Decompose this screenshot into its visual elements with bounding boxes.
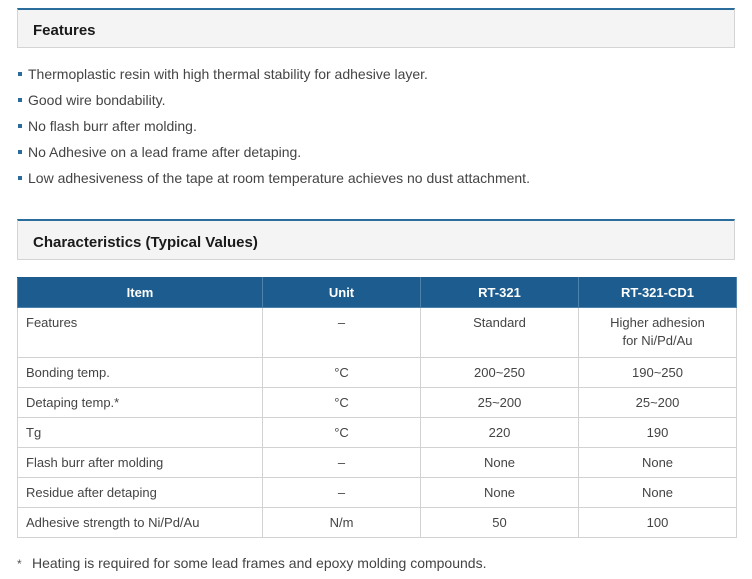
cell-rt321: 25~200	[421, 388, 579, 418]
table-row	[18, 388, 737, 418]
table-row	[18, 418, 737, 448]
feature-text: No Adhesive on a lead frame after detaping.	[28, 144, 302, 160]
cell-rt321-cd1: 25~200	[579, 388, 737, 418]
square-bullet-icon	[18, 72, 22, 76]
cell-item: Adhesive strength to Ni/Pd/Au	[18, 508, 263, 538]
cell-rt321-cd1: 190~250	[579, 358, 737, 388]
cell-line: for Ni/Pd/Au	[622, 333, 693, 348]
cell-item: Features	[18, 308, 263, 358]
table-row	[18, 308, 737, 358]
cell-unit: –	[263, 448, 421, 478]
list-item	[17, 117, 737, 143]
cell-rt321-cd1: None	[579, 478, 737, 508]
cell-unit: –	[263, 478, 421, 508]
table-row	[18, 358, 737, 388]
column-header-rt321-cd1: RT-321-CD1	[579, 278, 737, 308]
cell-item: Detaping temp.*	[18, 388, 263, 418]
cell-rt321-cd1: None	[579, 448, 737, 478]
cell-rt321-cd1: 190	[579, 418, 737, 448]
cell-rt321: None	[421, 478, 579, 508]
cell-rt321: Standard	[421, 308, 579, 358]
column-header-rt321: RT-321	[421, 278, 579, 308]
list-item	[17, 91, 737, 117]
characteristics-section-header	[17, 219, 735, 260]
feature-text: No flash burr after molding.	[28, 118, 197, 134]
cell-rt321-cd1	[579, 308, 737, 358]
characteristics-title: Characteristics (Typical Values)	[33, 234, 258, 251]
square-bullet-icon	[18, 98, 22, 102]
cell-rt321: 50	[421, 508, 579, 538]
column-header-unit: Unit	[263, 278, 421, 308]
feature-text: Low adhesiveness of the tape at room temperature achieves no dust attachment.	[28, 170, 530, 186]
list-item	[17, 169, 737, 195]
cell-rt321: 220	[421, 418, 579, 448]
footnote	[17, 555, 486, 571]
feature-text: Good wire bondability.	[28, 92, 166, 108]
cell-unit: °C	[263, 388, 421, 418]
feature-text: Thermoplastic resin with high thermal stability for adhesive layer.	[28, 66, 428, 82]
characteristics-table	[17, 277, 737, 538]
table-row	[18, 448, 737, 478]
list-item	[17, 143, 737, 169]
table-row	[18, 478, 737, 508]
cell-unit: °C	[263, 358, 421, 388]
feature-list	[17, 65, 737, 195]
cell-rt321-cd1: 100	[579, 508, 737, 538]
column-header-item: Item	[18, 278, 263, 308]
cell-unit: –	[263, 308, 421, 358]
cell-item: Tg	[18, 418, 263, 448]
cell-unit: °C	[263, 418, 421, 448]
cell-item: Flash burr after molding	[18, 448, 263, 478]
cell-rt321: None	[421, 448, 579, 478]
footnote-mark: *	[17, 557, 22, 571]
cell-item: Residue after detaping	[18, 478, 263, 508]
cell-rt321: 200~250	[421, 358, 579, 388]
features-title: Features	[33, 22, 96, 39]
table-row	[18, 508, 737, 538]
cell-unit: N/m	[263, 508, 421, 538]
square-bullet-icon	[18, 176, 22, 180]
square-bullet-icon	[18, 124, 22, 128]
cell-line: Higher adhesion	[610, 315, 705, 330]
list-item	[17, 65, 737, 91]
cell-item: Bonding temp.	[18, 358, 263, 388]
footnote-text: Heating is required for some lead frames and epoxy molding compounds.	[32, 555, 487, 571]
features-section-header	[17, 8, 735, 48]
square-bullet-icon	[18, 150, 22, 154]
table-header-row	[18, 278, 737, 308]
